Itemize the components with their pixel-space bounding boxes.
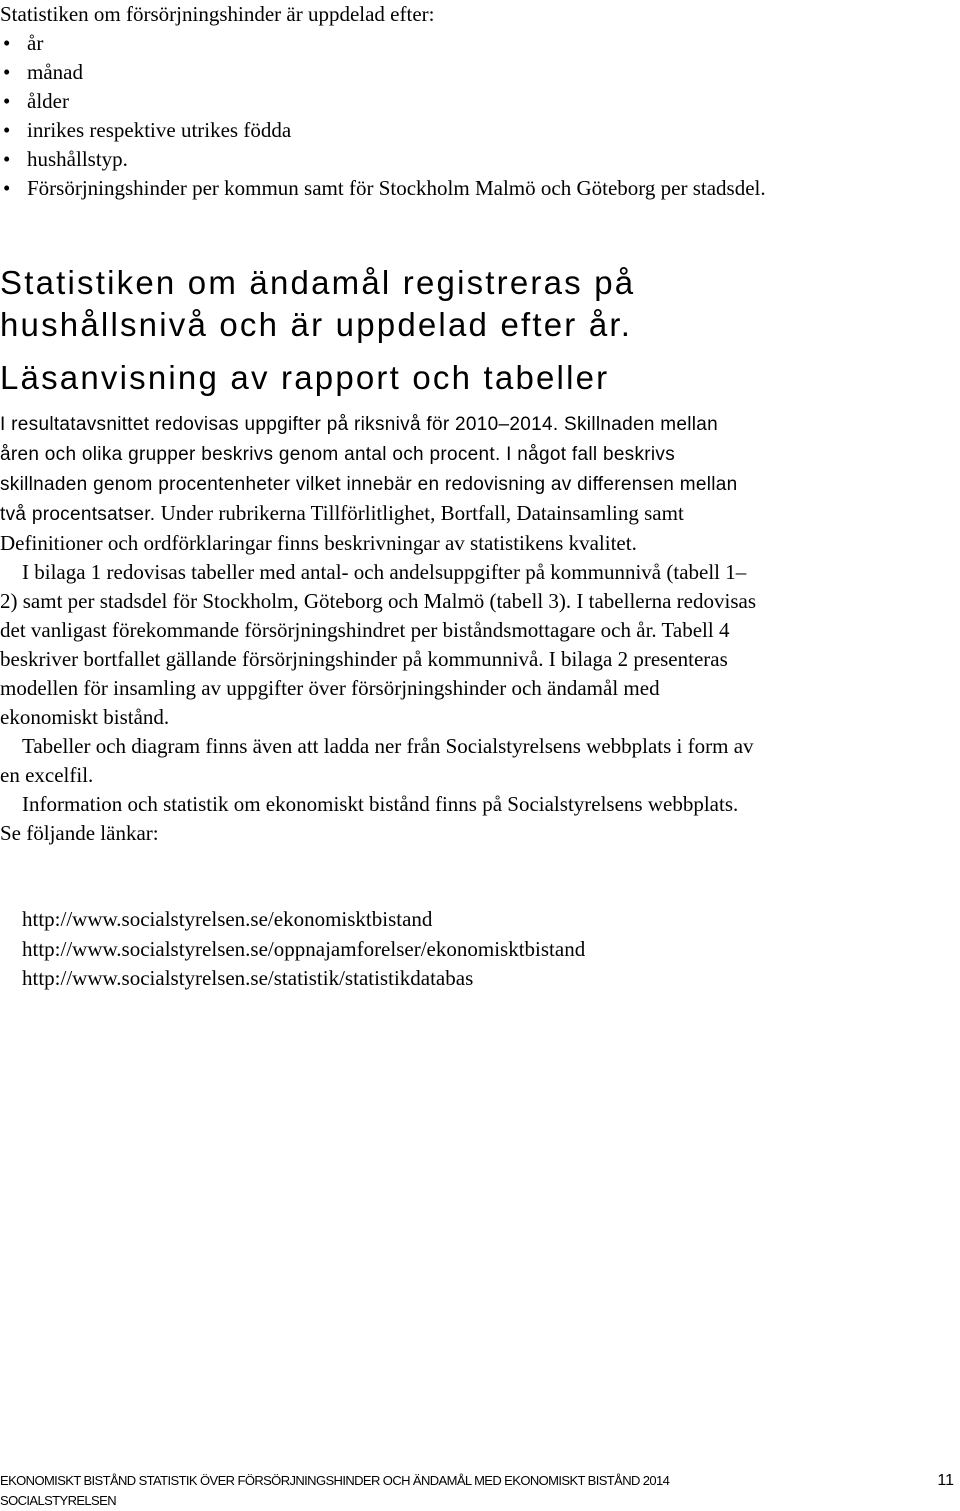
paragraph-results xyxy=(0,409,760,558)
list-item: • inrikes respektive utrikes födda xyxy=(0,116,787,145)
list-item: • hushållstyp. xyxy=(0,145,787,174)
paragraph-results-serif: Under rubrikerna Tillförlitlighet, Bortfall, Datainsamling samt Definitioner och ordförklaringar finns beskrivningar av statistikens kvalitet. xyxy=(0,501,684,555)
intro-lead: Statistiken om försörjningshinder är uppdelad efter: xyxy=(0,2,435,26)
link-oppnajamforelser[interactable]: http://www.socialstyrelsen.se/oppnajamforelser/ekonomisktbistand xyxy=(22,936,586,961)
paragraph-appendix: I bilaga 1 redovisas tabeller med antal- och andelsuppgifter på kommunnivå (tabell 1–2) samt per stadsdel för Stockholm, Göteborg och Malmö (tabell 3). I tabellerna redovisas det vanligast förekommande försörjningshindret per biståndsmottagare och år. Tabell 4 beskriver bortfallet gällande försörjningshinder på kommunnivå. I bilaga 2 presenteras modellen för insamling av uppgifter över försörjningshinder och ändamål med ekonomiskt bistånd. xyxy=(0,560,756,729)
footer-publisher: SOCIALSTYRELSEN xyxy=(0,1493,116,1508)
heading-line: Statistiken om ändamål registreras på xyxy=(0,264,636,301)
list-item: • Försörjningshinder per kommun samt för Stockholm Malmö och Göteborg per stadsdel. xyxy=(0,174,787,203)
link-statistikdatabas[interactable]: http://www.socialstyrelsen.se/statistik/statistikdatabas xyxy=(22,966,474,990)
footer-running-title: EKONOMISKT BISTÅND STATISTIK ÖVER FÖRSÖRJNINGSHINDER OCH ÄNDAMÅL MED EKONOMISKT BISTÅND 2014 xyxy=(0,1473,670,1488)
heading-line: hushållsnivå och är uppdelad efter år. xyxy=(0,306,633,343)
page-footer xyxy=(0,1471,960,1511)
intro-section xyxy=(0,0,787,203)
paragraph-information: Information och statistik om ekonomiskt bistånd finns på Socialstyrelsens webbplats. Se följande länkar: xyxy=(0,792,739,845)
list-item: • år xyxy=(0,29,787,58)
paragraph-downloads: Tabeller och diagram finns även att ladda ner från Socialstyrelsens webbplats i form av en excelfil. xyxy=(0,734,754,787)
body-text xyxy=(0,409,760,848)
list-item: • ålder xyxy=(0,87,787,116)
list-item: • månad xyxy=(0,58,787,87)
link-ekonomisktbistand[interactable]: http://www.socialstyrelsen.se/ekonomisktbistand xyxy=(22,907,433,931)
section-heading-reading-guide: Läsanvisning av rapport och tabeller xyxy=(0,359,610,396)
page-number: 11 xyxy=(937,1472,954,1489)
link-list xyxy=(22,905,585,994)
breakdown-list xyxy=(0,29,787,203)
section-heading-purpose xyxy=(0,262,635,346)
paragraph-results-sans: I resultatavsnittet redovisas uppgifter på riksnivå för 2010–2014. Skillnaden mellan åren och olika grupper beskrivs genom antal och procent. I något fall beskrivs skillnaden genom procentenheter vilket innebär en redovisning av differensen mellan två procentsatser. xyxy=(0,414,738,525)
